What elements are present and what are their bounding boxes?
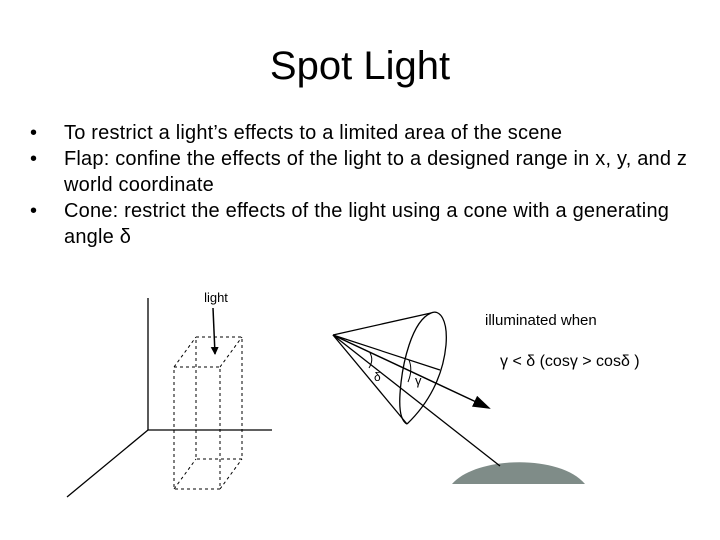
ray-to-surface bbox=[333, 335, 500, 466]
bullet-marker: • bbox=[30, 122, 38, 144]
light-label: light bbox=[204, 290, 228, 305]
surface-shape bbox=[452, 462, 585, 484]
cone-axis bbox=[333, 335, 440, 370]
flap-figure bbox=[67, 290, 272, 497]
bullet-marker: • bbox=[30, 148, 38, 170]
bullet-text: To restrict a light’s effects to a limited area of the scene bbox=[64, 122, 563, 144]
z-axis-line bbox=[67, 430, 148, 497]
delta-symbol: δ bbox=[374, 370, 381, 384]
gamma-symbol: γ bbox=[415, 373, 422, 388]
bullet-text: Cone: restrict the effects of the light using a cone with a generating angle δ bbox=[64, 200, 670, 248]
slide-title: Spot Light bbox=[269, 44, 451, 88]
flap-box bbox=[174, 337, 242, 489]
cone-edge-bottom bbox=[333, 335, 407, 424]
bullet-marker: • bbox=[30, 200, 38, 222]
illumination-condition: γ < δ (cosγ > cosδ ) bbox=[500, 353, 640, 370]
cone-rim bbox=[400, 312, 447, 424]
bullet-text: Flap: confine the effects of the light to a designed range in x, y, and z world coordinate bbox=[64, 148, 688, 196]
illuminated-when-label: illuminated when bbox=[485, 312, 597, 329]
cone-edge-top bbox=[333, 313, 431, 335]
light-arrow bbox=[213, 308, 215, 354]
cone-figure bbox=[333, 312, 640, 484]
